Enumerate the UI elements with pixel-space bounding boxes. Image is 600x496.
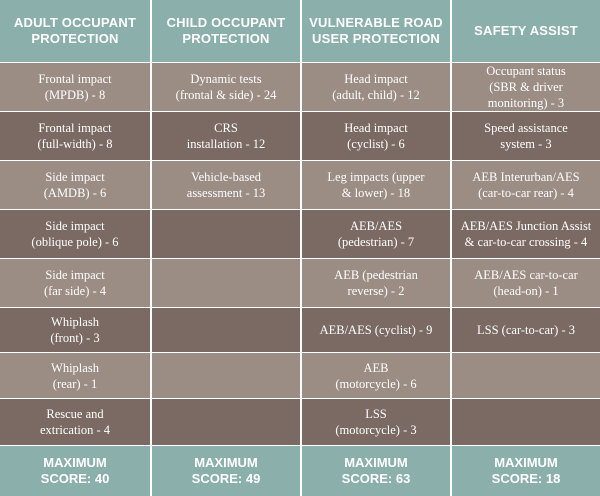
column-header-child-occupant: CHILD OCCUPANT PROTECTION [150,0,300,62]
table-cell: Dynamic tests (frontal & side) - 24 [150,62,300,111]
table-cell: Head impact (cyclist) - 6 [300,111,450,160]
table-cell: CRS installation - 12 [150,111,300,160]
max-score-adult-occupant: MAXIMUM SCORE: 40 [0,445,150,496]
table-cell: Leg impacts (upper & lower) - 18 [300,160,450,209]
table-cell: Occupant status (SBR & driver monitoring) - 3 [450,62,600,111]
column-header-adult-occupant: ADULT OCCUPANT PROTECTION [0,0,150,62]
max-score-safety-assist: MAXIMUM SCORE: 18 [450,445,600,496]
table-cell: Side impact (AMDB) - 6 [0,160,150,209]
max-score-child-occupant: MAXIMUM SCORE: 49 [150,445,300,496]
table-cell: LSS (car-to-car) - 3 [450,307,600,352]
table-cell: Head impact (adult, child) - 12 [300,62,450,111]
table-cell [150,209,300,258]
column-header-vulnerable-road-user: VULNERABLE ROAD USER PROTECTION [300,0,450,62]
table-cell: AEB/AES (cyclist) - 9 [300,307,450,352]
max-score-vulnerable-road-user: MAXIMUM SCORE: 63 [300,445,450,496]
table-cell [450,398,600,445]
table-cell [150,352,300,398]
table-cell: Vehicle-based assessment - 13 [150,160,300,209]
table-cell: Whiplash (rear) - 1 [0,352,150,398]
table-cell: AEB/AES (pedestrian) - 7 [300,209,450,258]
table-cell: Whiplash (front) - 3 [0,307,150,352]
table-cell [150,307,300,352]
table-cell: Side impact (oblique pole) - 6 [0,209,150,258]
column-header-safety-assist: SAFETY ASSIST [450,0,600,62]
table-cell: AEB Interurban/AES (car-to-car rear) - 4 [450,160,600,209]
table-cell: Rescue and extrication - 4 [0,398,150,445]
table-cell: AEB/AES car-to-car (head-on) - 1 [450,258,600,307]
table-cell: AEB/AES Junction Assist & car-to-car crossing - 4 [450,209,600,258]
table-cell: Frontal impact (full-width) - 8 [0,111,150,160]
table-cell [450,352,600,398]
table-cell [150,258,300,307]
table-cell: Side impact (far side) - 4 [0,258,150,307]
table-cell [150,398,300,445]
table-cell: Frontal impact (MPDB) - 8 [0,62,150,111]
table-cell: AEB (motorcycle) - 6 [300,352,450,398]
table-cell: Speed assistance system - 3 [450,111,600,160]
table-cell: LSS (motorcycle) - 3 [300,398,450,445]
table-cell: AEB (pedestrian reverse) - 2 [300,258,450,307]
